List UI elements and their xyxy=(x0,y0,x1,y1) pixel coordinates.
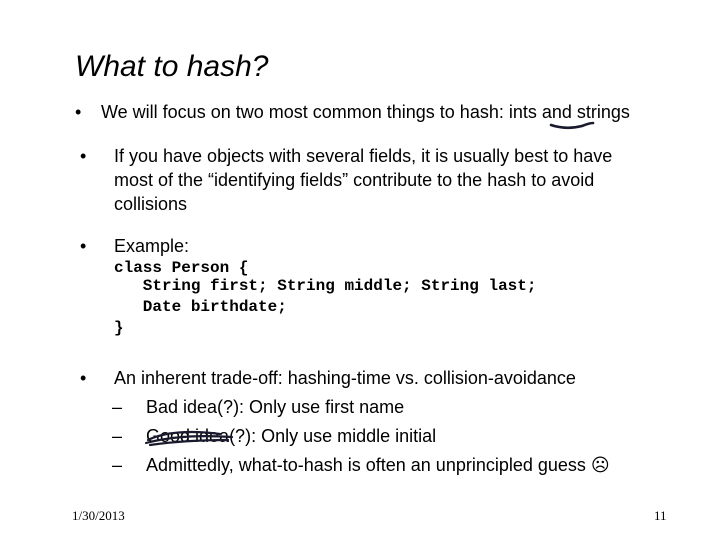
sub-item-text: Bad idea(?): Only use first name xyxy=(146,397,405,417)
code-line: } xyxy=(114,319,124,337)
bullet-1-line-1: If you have objects with several fields, it is usually best to have xyxy=(114,146,613,166)
bullet-marker: • xyxy=(80,368,87,388)
footer-date: 1/30/2013 xyxy=(72,508,125,523)
tradeoff-text: An inherent trade-off: hashing-time vs. collision-avoidance xyxy=(114,368,576,388)
page-number: 11 xyxy=(654,508,667,523)
code-line: String first; String middle; String last; xyxy=(114,277,537,295)
sub-dash: – xyxy=(112,397,123,417)
intro-text: We will focus on two most common things to hash: ints and strings xyxy=(101,102,630,122)
code-line: Date birthdate; xyxy=(114,298,287,316)
example-label: Example: xyxy=(114,236,190,256)
sub-item-text: Admittedly, what-to-hash is often an unprincipled guess ☹ xyxy=(146,455,610,475)
code-line: class Person { xyxy=(114,259,249,277)
sub-dash: – xyxy=(112,426,123,446)
sub-dash: – xyxy=(112,455,123,475)
bullet-1-line-3: collisions xyxy=(114,194,188,214)
bullet-marker: • xyxy=(80,146,87,166)
slide-title: What to hash? xyxy=(75,50,269,83)
sub-item-text: Good idea(?): Only use middle initial xyxy=(146,426,437,446)
intro-bullet-marker: • xyxy=(75,102,82,122)
bullet-1-line-2: most of the “identifying fields” contribute to the hash to avoid xyxy=(114,170,595,190)
bullet-marker: • xyxy=(80,236,87,256)
